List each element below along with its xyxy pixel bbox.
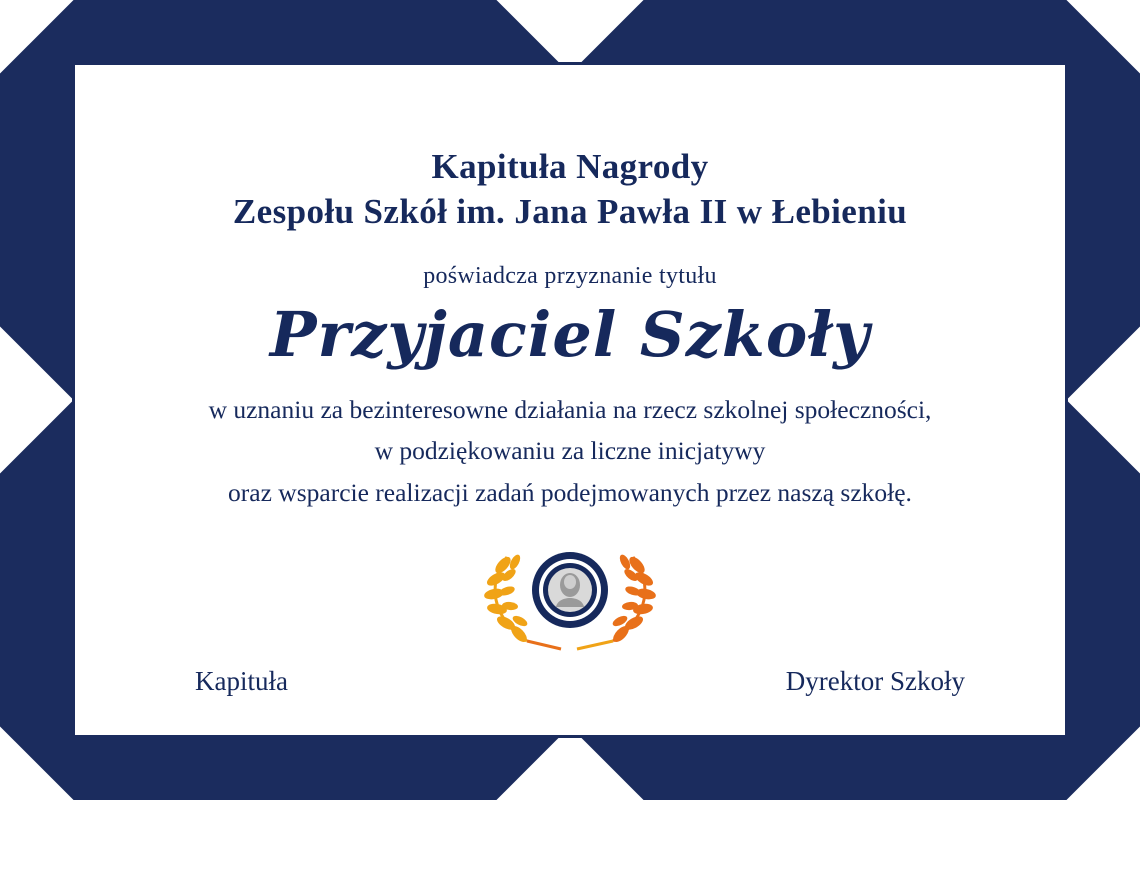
- certificate-body: [209, 389, 932, 513]
- body-line-2: w podziękowaniu za liczne inicjatywy: [374, 436, 766, 466]
- edge-notch-right: [1066, 326, 1140, 473]
- signature-row: [115, 666, 1025, 697]
- corner-notch-bottom-right: [1066, 726, 1140, 873]
- heading-line-1: Kapituła Nagrody: [431, 147, 709, 186]
- body-line-3: oraz wsparcie realizacji zadań podejmowanych przez naszą szkołę.: [228, 477, 912, 507]
- signature-left: Kapituła: [195, 666, 288, 696]
- corner-notch-top-left: [0, 0, 74, 74]
- award-title: Przyjaciel Szkoły: [269, 297, 871, 371]
- heading-line-2: Zespołu Szkół im. Jana Pawła II w Łebieniu: [232, 191, 908, 231]
- certificate-heading: [233, 145, 907, 235]
- school-emblem-icon: [465, 535, 675, 655]
- body-line-1: w uznaniu za bezinteresowne działania na rzecz szkolnej społeczności,: [208, 395, 932, 425]
- signature-right: Dyrektor Szkoły: [785, 666, 965, 696]
- edge-notch-bottom: [496, 726, 643, 873]
- corner-notch-top-right: [1066, 0, 1140, 74]
- certificate-inner-panel: [72, 62, 1068, 738]
- school-emblem: [465, 535, 675, 655]
- edge-notch-left: [0, 326, 74, 473]
- corner-notch-bottom-left: [0, 726, 74, 873]
- certificate-subtitle: poświadcza przyznanie tytułu: [423, 262, 717, 289]
